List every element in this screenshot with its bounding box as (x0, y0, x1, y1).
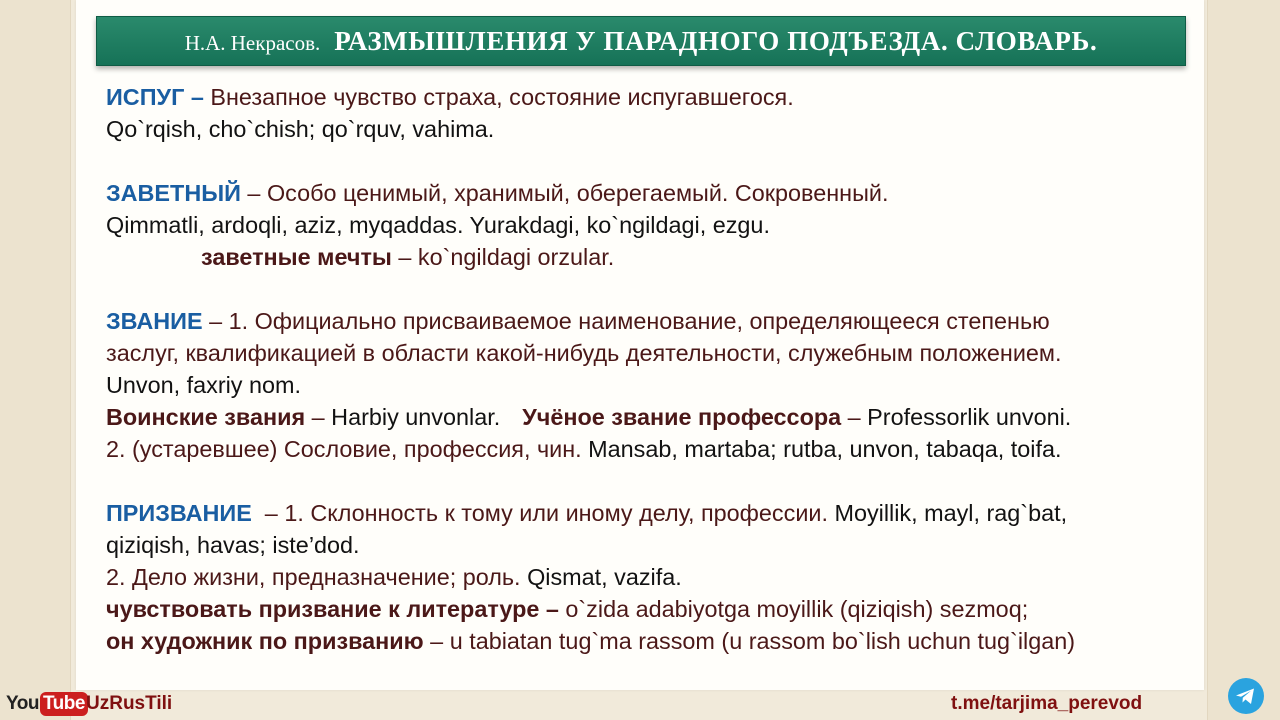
example-phrase-zavetny: заветные мечты (201, 244, 392, 270)
spacer (106, 145, 1226, 177)
definition-zvanie-1: – 1. Официально присваиваемое наименование, определяющееся степенью (202, 308, 1050, 334)
term-ispug: ИСПУГ – (106, 84, 204, 110)
dictionary-content (106, 81, 1226, 657)
translation-zavetny: Qimmatli, ardoqli, aziz, myqaddas. Yurakdagi, ko`ngildagi, ezgu. (106, 212, 770, 238)
youtube-logo[interactable] (6, 690, 88, 718)
entry-prizvanie-example2-line (106, 625, 1226, 657)
entry-zvanie-definition-line2 (106, 337, 1226, 369)
example-translation-zavetny: ko`ngildagi orzular. (417, 244, 615, 270)
page-title: РАЗМЫШЛЕНИЯ У ПАРАДНОГО ПОДЪЕЗДА. СЛОВАРЬ. (334, 26, 1098, 56)
entry-zavetny-definition-line (106, 177, 1226, 209)
entry-prizvanie-translation-line (106, 529, 1226, 561)
entry-zvanie-meaning2-line (106, 433, 1226, 465)
example-phrase-voinskie: Воинские звания (106, 404, 306, 430)
example-phrase-khudozhnik: он художник по призванию (106, 628, 424, 654)
entry-zvanie-translation-line (106, 369, 1226, 401)
example-translation-khudozhnik: u tabiatan tug`ma rassom (u rassom bo`lish uchun tug`ilgan) (449, 628, 1076, 654)
translation-zvanie-meaning2: Mansab, martaba; rutba, unvon, tabaqa, toifa. (588, 436, 1062, 462)
translation-ispug: Qo`rqish, cho`chish; qo`rquv, vahima. (106, 116, 495, 142)
title-author: Н.А. Некрасов. (184, 31, 321, 55)
spacer (106, 465, 1226, 497)
example-dash: – (841, 404, 868, 430)
entry-zvanie-definition-line1 (106, 305, 1226, 337)
definition-zvanie-meaning2: 2. (устаревшее) Сословие, профессия, чин. (106, 436, 589, 462)
translation-prizvanie-2: Qismat, vazifa. (527, 564, 682, 590)
example-dash: – (305, 404, 332, 430)
channel-name[interactable]: UzRusTili (86, 693, 173, 714)
title-banner (96, 16, 1186, 66)
example-dash: – (391, 244, 418, 270)
definition-zvanie-2: заслуг, квалификацией в области какой-нибудь деятельности, служебным положением. (106, 340, 1062, 366)
example-phrase-literatura: чувствовать призвание к литературе – (106, 596, 559, 622)
example-translation-literatura: o`zida adabiyotga moyillik (qiziqish) sezmoq; (558, 596, 1029, 622)
youtube-logo-you: You (6, 693, 39, 714)
translation-prizvanie-1b: qiziqish, havas; iste’dod. (106, 532, 360, 558)
entry-prizvanie-meaning2-line (106, 561, 1226, 593)
entry-prizvanie-example1-line (106, 593, 1226, 625)
definition-zavetny: – Особо ценимый, хранимый, оберегаемый. Сокровенный. (240, 180, 889, 206)
term-zavetny: ЗАВЕТНЫЙ (106, 180, 241, 206)
left-margin (0, 0, 71, 720)
term-zvanie: ЗВАНИЕ (106, 308, 203, 334)
entry-zvanie-examples-line (106, 401, 1226, 433)
definition-ispug: Внезапное чувство страха, состояние испугавшегося. (203, 84, 794, 110)
entry-ispug-definition-line (106, 81, 1226, 113)
entry-zavetny-example-line (106, 241, 1226, 273)
example-phrase-professor: Учёное звание профессора (522, 404, 842, 430)
translation-zvanie: Unvon, faxriy nom. (106, 372, 301, 398)
entry-zavetny-translation-line (106, 209, 1226, 241)
example-translation-professor: Professorlik unvoni. (867, 404, 1072, 430)
definition-prizvanie-1: – 1. Склонность к тому или иному делу, профессии. (251, 500, 835, 526)
translation-prizvanie-1a: Moyillik, mayl, rag`bat, (834, 500, 1068, 526)
spacer (106, 273, 1226, 305)
telegram-icon[interactable] (1228, 678, 1264, 714)
definition-prizvanie-2: 2. Дело жизни, предназначение; роль. (106, 564, 528, 590)
term-prizvanie: ПРИЗВАНИЕ (106, 500, 252, 526)
example-translation-voinskie: Harbiy unvonlar. (331, 404, 501, 430)
telegram-link[interactable]: t.me/tarjima_perevod (951, 693, 1143, 714)
example-dash: – (423, 628, 450, 654)
entry-prizvanie-definition-line (106, 497, 1226, 529)
youtube-logo-tube: Tube (40, 692, 88, 716)
entry-ispug-translation-line (106, 113, 1226, 145)
